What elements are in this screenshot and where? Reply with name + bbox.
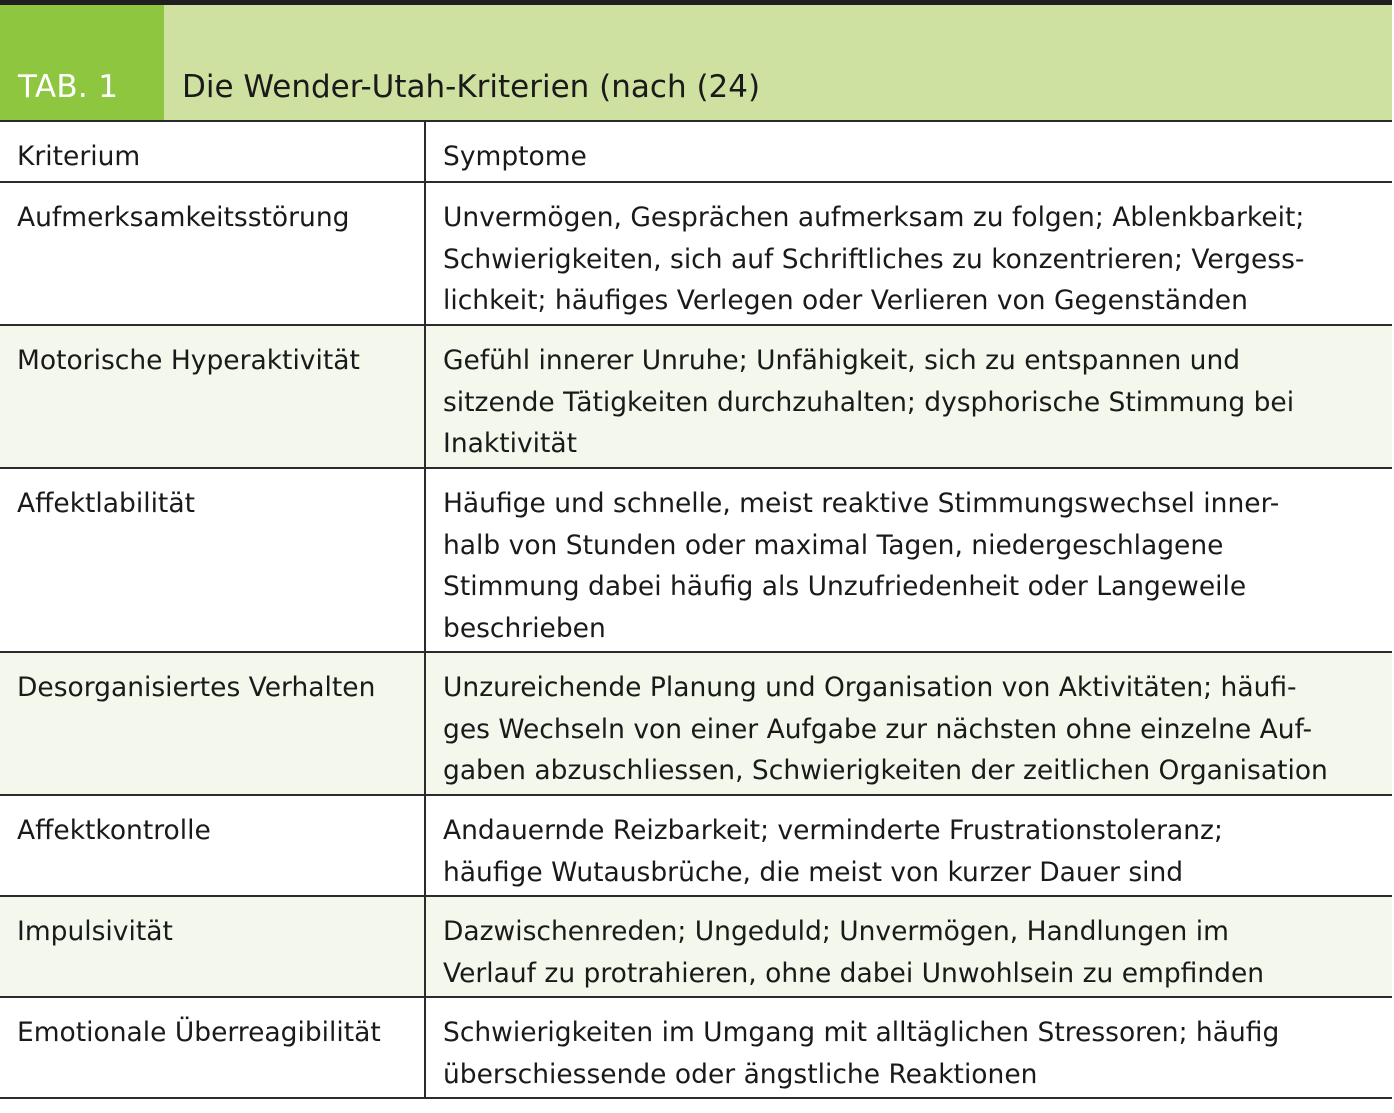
symptom-line: sitzende Tätigkeiten durchzuhalten; dysphorische Stimmung bei — [443, 386, 1295, 418]
symptom-line: halb von Stunden oder maximal Tagen, niedergeschlagene — [443, 529, 1224, 561]
symptom-line: gaben abzuschliessen, Schwierigkeiten der zeitlichen Organisation — [443, 755, 1328, 786]
symptom-line: beschrieben — [443, 612, 606, 644]
table-title: Die Wender-Utah-Kriterien (nach (24) — [182, 69, 761, 105]
table-row — [0, 997, 1392, 1098]
symptom-line: Unvermögen, Gesprächen aufmerksam zu folgen; Ablenkbarkeit; — [443, 202, 1305, 233]
symptom-line: Stimmung dabei häufig als Unzufriedenheit oder Langeweile — [443, 571, 1247, 602]
symptoms-cell — [425, 795, 1392, 896]
criterion-cell: Emotionale Überreagibilität — [0, 997, 425, 1098]
symptoms-cell — [425, 468, 1392, 652]
symptom-line: Schwierigkeiten, sich auf Schriftliches zu konzentrieren; Vergess- — [443, 243, 1305, 275]
symptom-line: ges Wechseln von einer Aufgabe zur nächsten ohne einzelne Auf- — [443, 713, 1313, 745]
symptoms-cell — [425, 652, 1392, 795]
column-header-kriterium: Kriterium — [0, 121, 425, 182]
symptom-line: Dazwischenreden; Ungeduld; Unvermögen, Handlungen im — [443, 916, 1229, 947]
symptom-line: häufige Wutausbrüche, die meist von kurzer Dauer sind — [443, 856, 1184, 888]
table-row — [0, 896, 1392, 997]
symptoms-cell — [425, 997, 1392, 1098]
criterion-cell: Aufmerksamkeitsstörung — [0, 182, 425, 325]
header-row — [0, 121, 1392, 182]
criterion-cell: Impulsivität — [0, 896, 425, 997]
symptom-line: Verlauf zu protrahieren, ohne dabei Unwohlsein zu empfinden — [443, 957, 1265, 989]
symptom-line: Andauernde Reizbarkeit; verminderte Frustrationstoleranz; — [443, 815, 1223, 846]
table-row — [0, 182, 1392, 325]
tab-label: TAB. 1 — [0, 5, 164, 120]
symptoms-cell — [425, 182, 1392, 325]
criterion-cell: Affektlabilität — [0, 468, 425, 652]
table-row — [0, 325, 1392, 468]
symptom-line: Gefühl innerer Unruhe; Unfähigkeit, sich zu entspannen und — [443, 345, 1241, 376]
criterion-cell: Motorische Hyperaktivität — [0, 325, 425, 468]
table-row — [0, 795, 1392, 896]
symptom-line: Unzureichende Planung und Organisation von Aktivitäten; häufi- — [443, 672, 1297, 703]
symptom-line: überschiessende oder ängstliche Reaktionen — [443, 1058, 1038, 1090]
table-row — [0, 652, 1392, 795]
column-header-symptome: Symptome — [425, 121, 1392, 182]
criterion-cell: Desorganisiertes Verhalten — [0, 652, 425, 795]
symptom-line: lichkeit; häufiges Verlegen oder Verlieren von Gegenständen — [443, 285, 1248, 316]
table-header — [0, 0, 1392, 120]
symptom-line: Häufige und schnelle, meist reaktive Stimmungswechsel inner- — [443, 488, 1280, 519]
table-row — [0, 468, 1392, 652]
symptom-line: Schwierigkeiten im Umgang mit alltäglichen Stressoren; häufig — [443, 1017, 1280, 1048]
symptom-line: Inaktivität — [443, 428, 578, 459]
symptoms-cell — [425, 325, 1392, 468]
symptoms-cell — [425, 896, 1392, 997]
criterion-cell: Affektkontrolle — [0, 795, 425, 896]
criteria-table — [0, 120, 1392, 1099]
